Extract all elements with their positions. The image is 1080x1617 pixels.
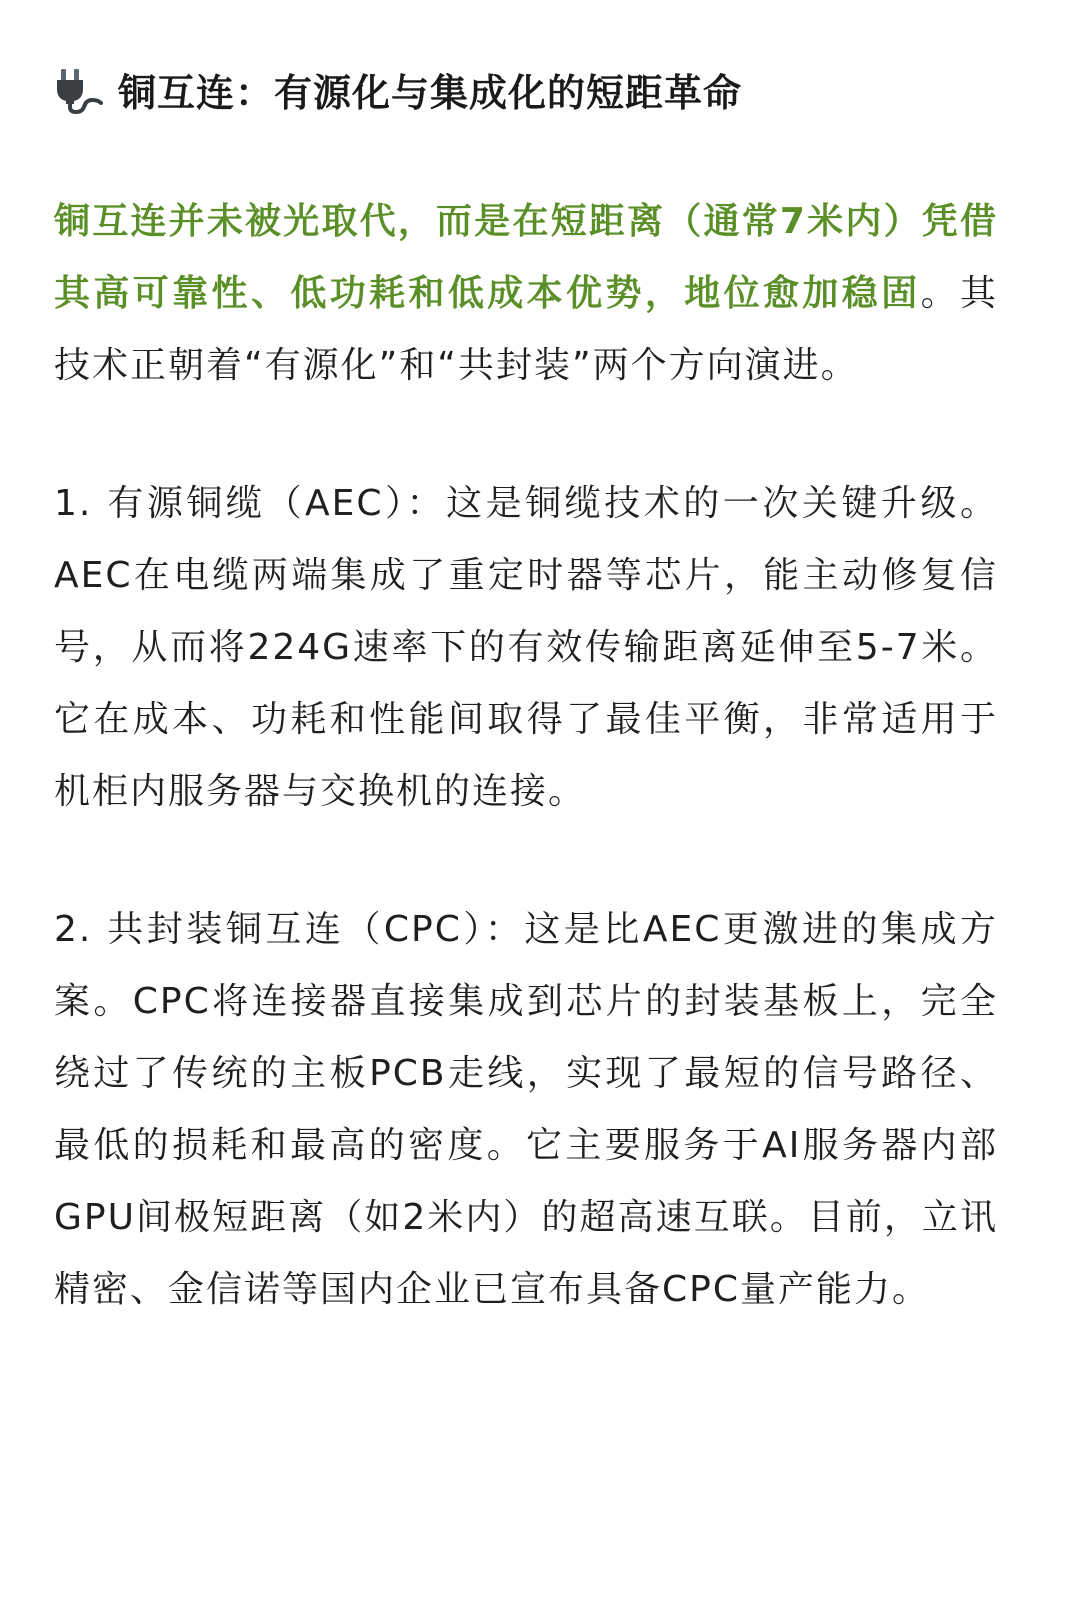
intro-text: 。其技术正朝着“有源化”和“共封装”两个方向演进。 (54, 273, 998, 386)
page-title: 铜互连：有源化与集成化的短距革命 (118, 70, 743, 115)
electric-plug-icon (54, 63, 106, 115)
section-cpc: 2. 共封装铜互连（CPC）：这是比AEC更激进的集成方案。CPC将连接器直接集成到芯片的封装基板上，完全绕过了传统的主板PCB走线，实现了最短的信号路径、最低的损耗和最高的密度。它主要服务于AI服务器内部GPU间极短距离（如2米内）的超高速互联。目前，立讯精密、金信诺等国内企业已宣布具备CPC量产能力。 (54, 909, 998, 1310)
article (54, 58, 998, 1392)
section-aec: 1. 有源铜缆（AEC）：这是铜缆技术的一次关键升级。AEC在电缆两端集成了重定时器等芯片，能主动修复信号，从而将224G速率下的有效传输距离延伸至5-7米。它在成本、功耗和性能间取得了最佳平衡，非常适用于机柜内服务器与交换机的连接。 (54, 483, 998, 812)
intro-highlight: 铜互连并未被光取代，而是在短距离（通常7米内）凭借其高可靠性、低功耗和低成本优势，地位愈加稳固 (54, 201, 998, 314)
title-row (54, 58, 998, 120)
intro-paragraph (54, 186, 998, 402)
